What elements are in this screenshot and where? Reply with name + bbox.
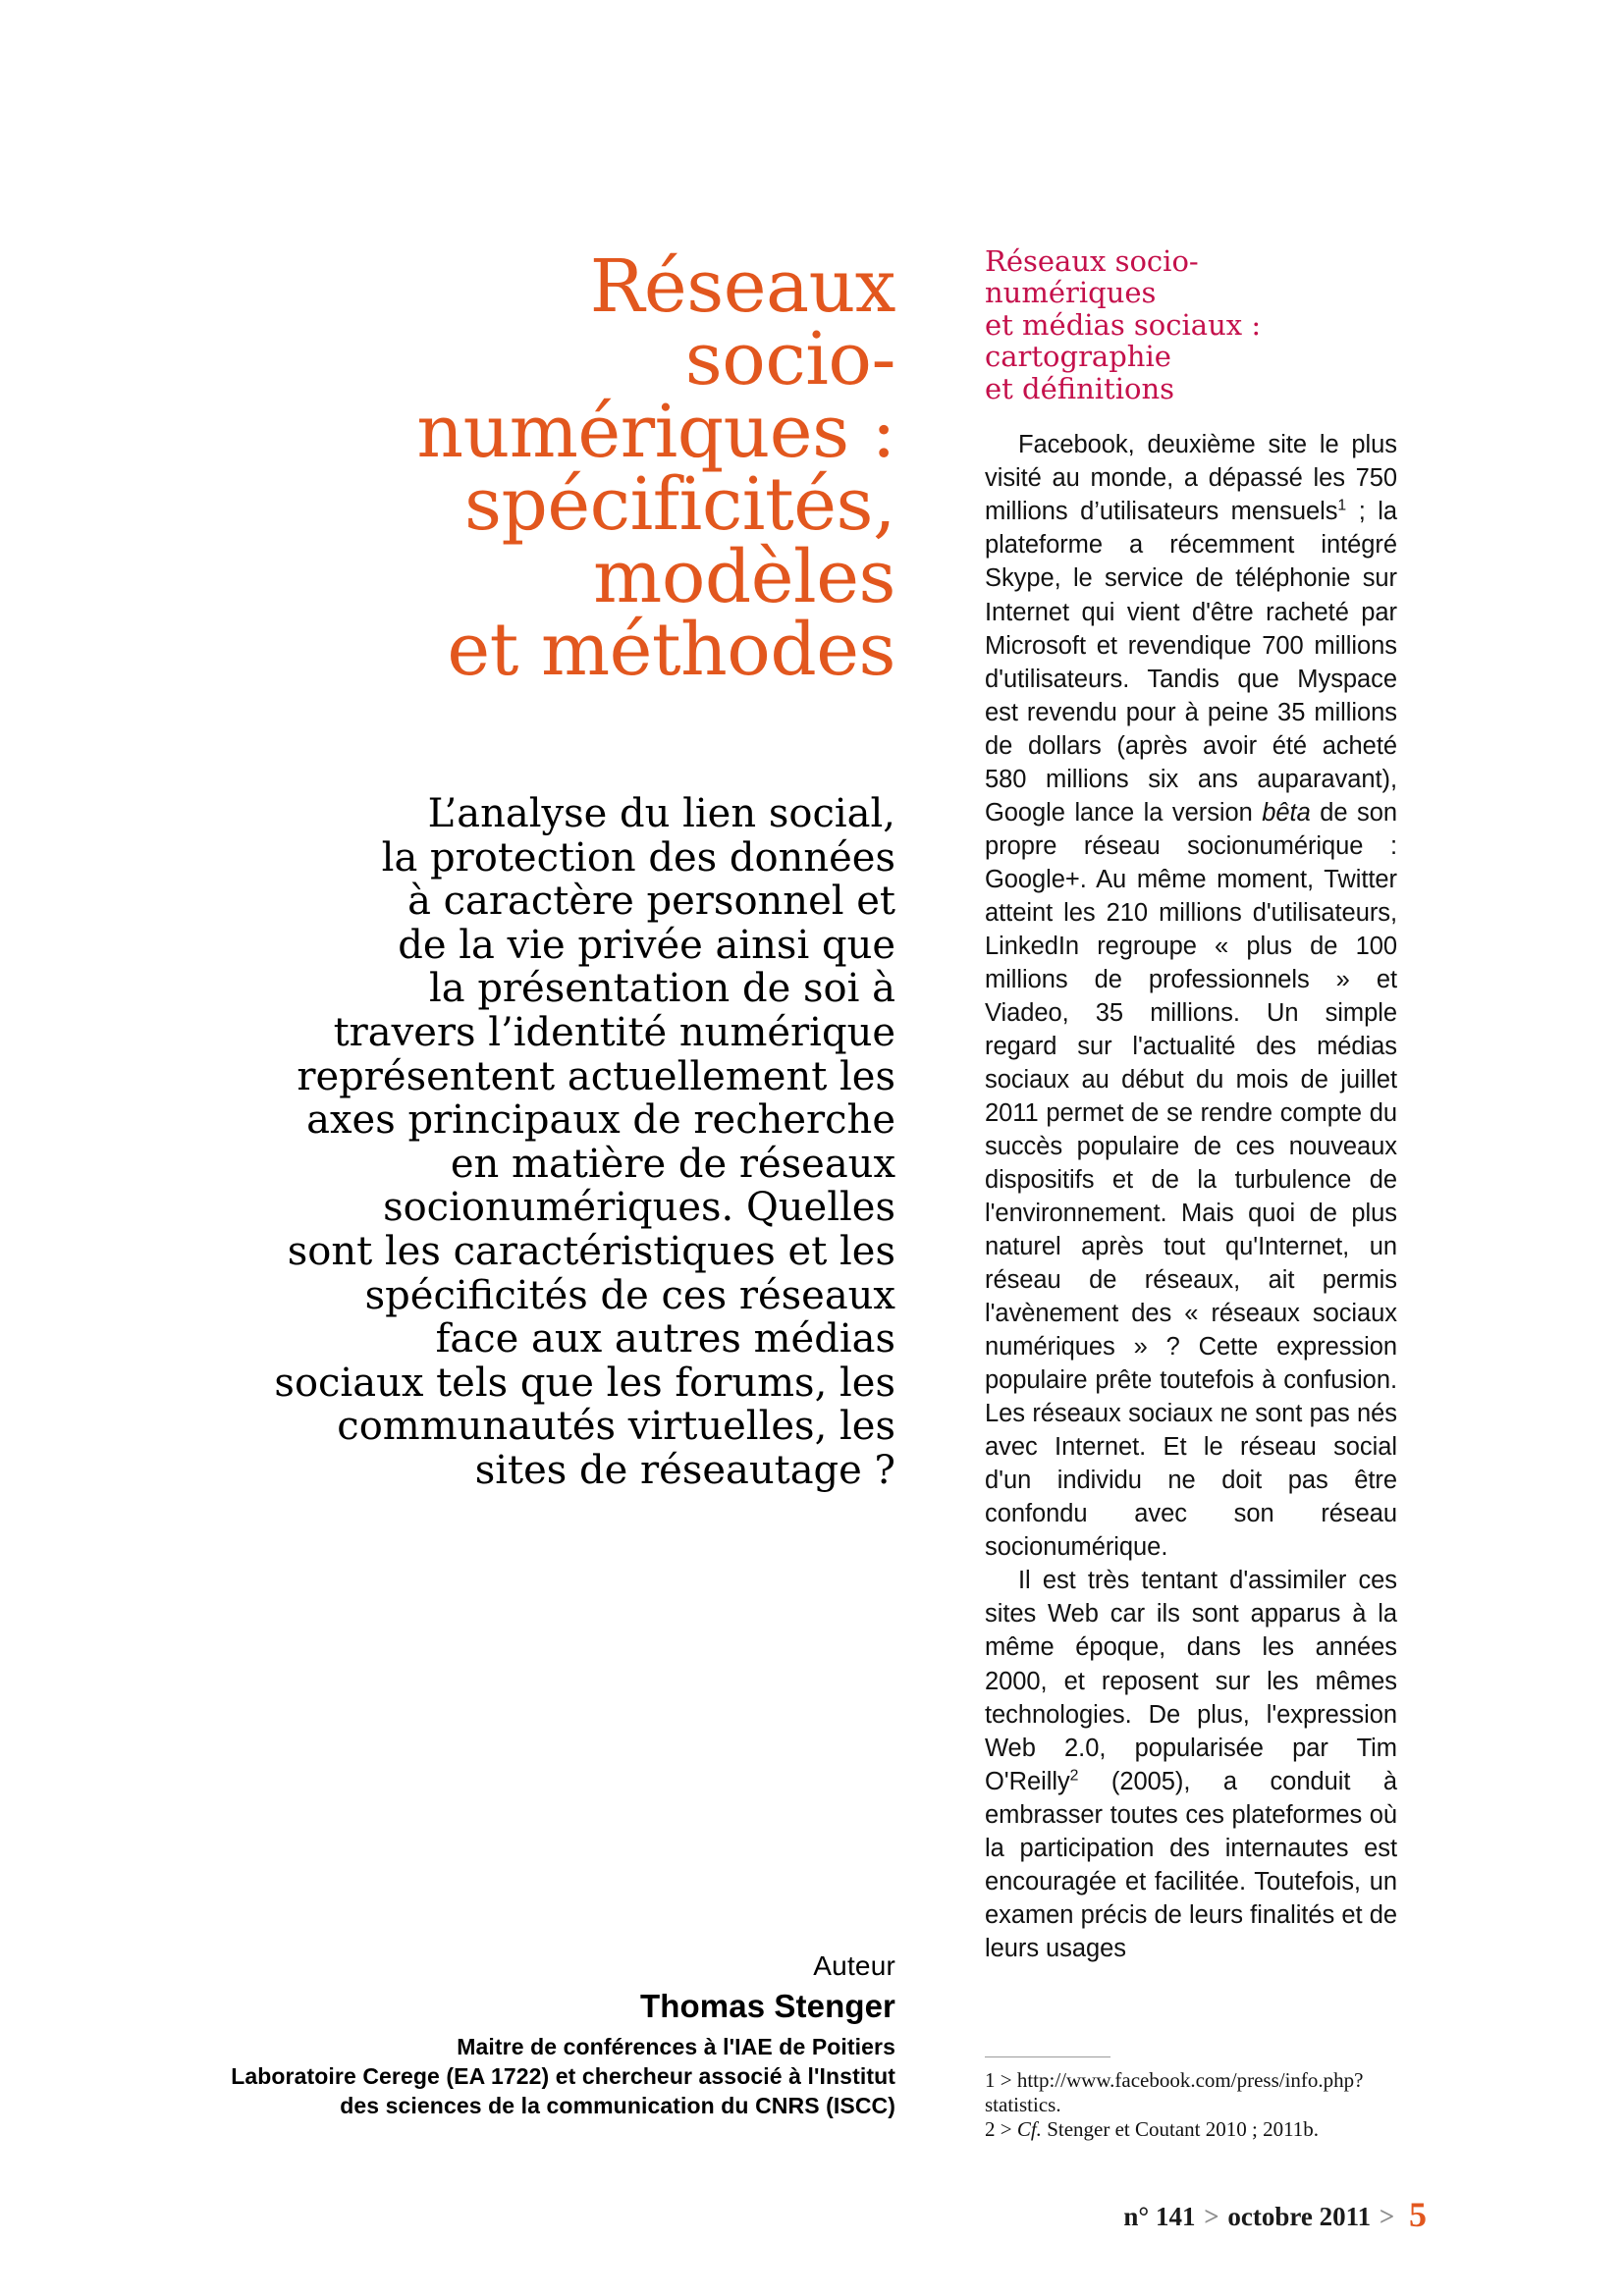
text-line: en matière de réseaux: [450, 1141, 895, 1187]
text-line: Réseaux: [589, 244, 895, 329]
page-footer: [985, 2194, 1427, 2235]
footnote-item: 1 > http://www.facebook.com/press/info.php?statistics.: [985, 2068, 1364, 2116]
text-line: Réseaux socio-: [985, 244, 1199, 278]
author-affiliation: [149, 2033, 895, 2121]
author-name: Thomas Stenger: [640, 1988, 895, 2024]
footnotes-list: [985, 2068, 1407, 2141]
text-line: sociaux tels que les forums, les: [274, 1360, 895, 1406]
footnote-separator-rule: [985, 2056, 1110, 2057]
footer-issue: n° 141: [1123, 2202, 1196, 2231]
text-line: spécificités,: [464, 462, 895, 547]
footnote-marker: 2: [1069, 1767, 1079, 1785]
text-line: socio-: [684, 317, 895, 401]
section-body: [985, 428, 1397, 1964]
footnote-item: 2 > Cf. Stenger et Coutant 2010 ; 2011b.: [985, 2116, 1320, 2141]
text-line: et définitions: [985, 371, 1175, 405]
italic-run: bêta: [1262, 798, 1311, 827]
article-abstract: [149, 792, 895, 1493]
text-line: spécificités de ces réseaux: [364, 1272, 895, 1318]
footer-separator-1: >: [1204, 2202, 1219, 2231]
text-line: face aux autres médias: [435, 1316, 895, 1362]
author-label: Auteur: [813, 1950, 895, 1981]
text-line: de la vie privée ainsi que: [398, 922, 895, 968]
text-line: la présentation de soi à: [428, 966, 895, 1012]
text-line: axes principaux de recherche: [306, 1097, 895, 1144]
text-line: cartographie: [985, 340, 1171, 374]
text-line: communautés virtuelles, les: [337, 1404, 895, 1450]
right-column: [985, 245, 1397, 1965]
text-line: travers l’identité numérique: [333, 1009, 895, 1055]
body-paragraph: Facebook, deuxième site le plus visité au monde, a dépassé les 750 millions d’utilisateurs mensuels$^1$ ; la plateforme a récemment intégré Skype, le service de téléphonie sur Internet qui vient d'être racheté par Microsoft et revendique 700 millions d'utilisateurs. Tandis que Myspace est revendu pour à peine 35 millions de dollars (après avoir été acheté 580 millions six ans auparavant), Google lance la version bêta de son propre réseau socionumérique : Google+. Au même moment, Twitter atteint les 210 millions d'utilisateurs, LinkedIn regroupe « plus de 100 millions de professionnels » et Viadeo, 35 millions. Un simple regard sur l'actualité des médias sociaux au début du mois de juillet 2011 permet de se rendre compte du succès populaire de ces nouveaux dispositifs et de la turbulence de l'environnement. Mais quoi de plus naturel après tout qu'Internet, un réseau de réseaux, ait permis l'avènement des « réseaux sociaux numériques » ? Cette expression populaire prête toutefois à confusion. Les réseaux sociaux ne sont pas nés avec Internet. Et le réseau social d'un individu ne doit pas être confondu avec son réseau socionumérique.: [985, 431, 1397, 1562]
text-line: et méthodes: [447, 608, 895, 692]
footer-separator-2: >: [1379, 2202, 1395, 2231]
text-line: représentent actuellement les: [297, 1053, 895, 1099]
text-line: et médias sociaux :: [985, 307, 1262, 342]
text-line: numériques :: [416, 390, 895, 474]
text-line: Maitre de conférences à l'IAE de Poitiers: [457, 2033, 895, 2059]
text-line: sont les caractéristiques et les: [287, 1228, 895, 1274]
footer-date: octobre 2011: [1227, 2202, 1372, 2231]
text-line: sites de réseautage ?: [474, 1447, 895, 1493]
section-title: [985, 245, 1397, 404]
footnote-marker: 1: [1337, 497, 1347, 514]
text-line: des sciences de la communication du CNRS (ISCC): [340, 2092, 895, 2118]
text-line: modèles: [593, 535, 895, 619]
article-title: [149, 244, 895, 692]
text-line: socionumériques. Quelles: [383, 1185, 895, 1231]
text-line: numériques: [985, 276, 1157, 310]
italic-run: Cf.: [1016, 2116, 1042, 2141]
footnotes-block: [985, 2056, 1407, 2141]
text-line: la protection des données: [381, 834, 895, 881]
footer-page-number: 5: [1409, 2195, 1427, 2234]
author-block: [149, 1949, 895, 2121]
left-column: [149, 244, 895, 1493]
body-paragraph: Il est très tentant d'assimiler ces sites Web car ils sont apparus à la même époque, dans les années 2000, et reposent sur les mêmes technologies. De plus, l'expression Web 2.0, popularisée par Tim O'Reilly$^2$ (2005), a conduit à embrasser toutes ces plateformes où la participation des internautes est encouragée et facilitée. Toutefois, un examen précis de leurs finalités et de leurs usages: [985, 1567, 1397, 1962]
text-line: L’analyse du lien social,: [427, 791, 895, 836]
text-line: à caractère personnel et: [407, 879, 895, 925]
text-line: Laboratoire Cerege (EA 1722) et chercheur associé à l'Institut: [231, 2062, 895, 2089]
